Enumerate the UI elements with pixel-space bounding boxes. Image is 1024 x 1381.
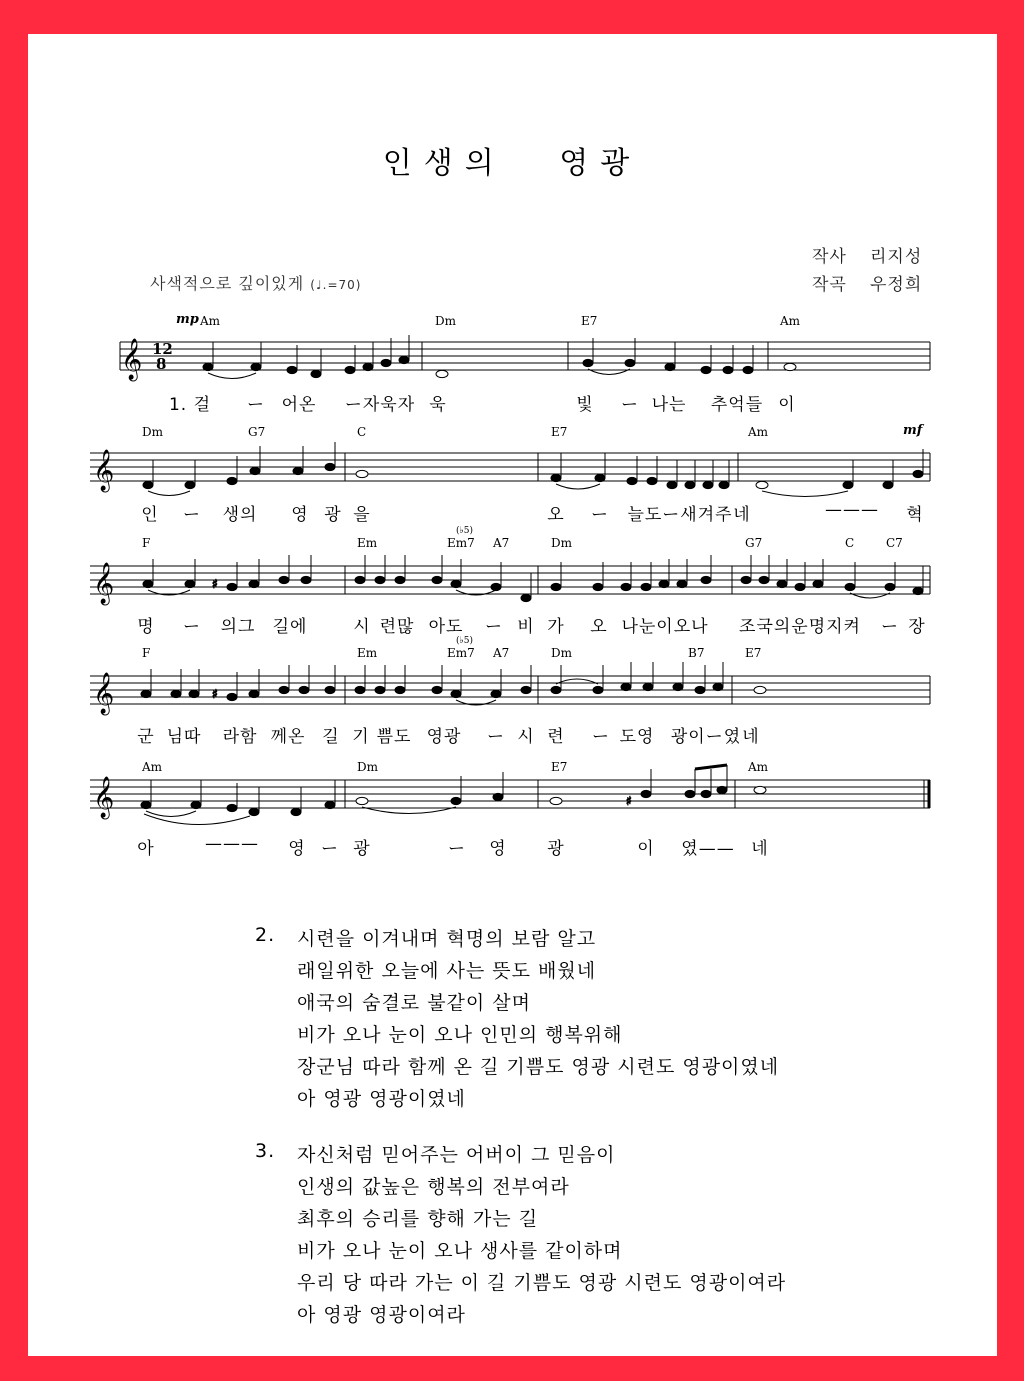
chord: Am [780, 314, 801, 328]
note-head [723, 366, 733, 373]
chord: B7 [688, 646, 705, 660]
chord: C7 [886, 536, 903, 550]
note-head [493, 793, 503, 800]
note-head [287, 366, 297, 373]
chord-alteration: (♭5) [456, 636, 473, 646]
note-head [356, 797, 368, 804]
note-head [701, 366, 711, 373]
note-head [293, 467, 303, 474]
note-head [345, 366, 355, 373]
note-head [451, 797, 461, 804]
lyric-syllable: 길 [322, 727, 340, 747]
note-head [301, 576, 311, 583]
note-head [521, 686, 531, 693]
lyric-syllable: 나눈이오나 [621, 617, 709, 637]
note-head [185, 481, 195, 488]
note-head [432, 686, 442, 693]
lyric-syllable: 영 [291, 505, 309, 525]
chord: E7 [581, 314, 598, 328]
lyric-syllable: ー [487, 727, 505, 747]
lyric-syllable: 군 [137, 727, 155, 747]
lyric-syllable: 시 [353, 617, 371, 637]
lyricist-name: 리지성 [870, 247, 923, 267]
lyric-syllable: 이 [778, 395, 796, 415]
lyric-syllable: 네 [733, 505, 751, 525]
note-head [551, 686, 561, 693]
lyric-syllable: 조국의운명지켜 [739, 617, 861, 637]
lyric-syllable: 길에 [272, 617, 308, 637]
note-head [291, 808, 301, 815]
note-head [665, 363, 675, 370]
note-head [521, 594, 531, 601]
lyric-syllable: 영광 [426, 727, 462, 747]
note-head [325, 463, 335, 470]
lyric-syllable: 1. 걸 [168, 395, 212, 415]
treble-clef-icon: 𝄞 [121, 339, 143, 380]
note-head [593, 583, 603, 590]
tie [208, 373, 256, 379]
composer-label: 작곡 [812, 275, 847, 295]
lyric-syllable: 광 [324, 505, 342, 525]
time-signature-bottom: 8 [156, 355, 167, 373]
lyric-syllable: ー [183, 617, 201, 637]
chord: Am [200, 314, 221, 328]
lyric-syllable: 기 [352, 727, 370, 747]
verse-line: 아 영광 영광이였네 [297, 1088, 466, 1110]
lyric-syllable: 아도 [428, 617, 464, 637]
note-head [355, 576, 365, 583]
lyric-syllable: 장 [908, 617, 926, 637]
note-head [491, 583, 501, 590]
treble-clef-icon: 𝄞 [93, 777, 115, 818]
note-head [141, 801, 151, 808]
chord: F [142, 536, 151, 550]
lyric-syllable: ー [621, 395, 639, 415]
note-head [399, 356, 409, 363]
treble-clef-icon: 𝄞 [93, 450, 115, 491]
note-head [813, 580, 823, 587]
note-head [203, 363, 213, 370]
note-head [583, 359, 593, 366]
lyric-syllable: ー [592, 727, 610, 747]
note-head [843, 481, 853, 488]
sharp-icon: ♯ [212, 577, 218, 591]
note-head [667, 481, 677, 488]
chord: G7 [745, 536, 763, 550]
chord: Dm [435, 314, 456, 328]
sharp-icon: ♯ [212, 687, 218, 701]
chord: Dm [142, 425, 163, 439]
verse-line: 아 영광 영광이여라 [297, 1304, 466, 1326]
lyric-syllable: ー [591, 505, 609, 525]
note-head [375, 576, 385, 583]
staff-system-3 [0, 526, 1024, 640]
note-head [595, 474, 605, 481]
note-head [713, 683, 723, 690]
note-head [436, 370, 448, 377]
lyric-syllable: 빛 [576, 395, 594, 415]
chord: E7 [551, 760, 568, 774]
chord: Dm [551, 536, 572, 550]
note-head [741, 576, 751, 583]
lyric-syllable: 오 [547, 505, 565, 525]
note-head [551, 583, 561, 590]
note-head [621, 683, 631, 690]
note-head [395, 576, 405, 583]
note-head [279, 576, 289, 583]
treble-clef-icon: 𝄞 [93, 673, 115, 714]
tempo-text: 사색적으로 깊이있게 [150, 274, 305, 293]
note-head [777, 580, 787, 587]
chord: E7 [551, 425, 568, 439]
tie [762, 491, 848, 497]
lyric-syllable: 광 [353, 839, 371, 859]
note-head [754, 686, 766, 693]
tempo-marking [150, 271, 361, 294]
lyric-syllable: 네 [751, 839, 769, 859]
note-head [677, 580, 687, 587]
chord: Dm [357, 760, 378, 774]
note-head [641, 583, 651, 590]
note-head [227, 583, 237, 590]
staff-system-4 [0, 636, 1024, 750]
note-head [759, 576, 769, 583]
note-head [375, 686, 385, 693]
staff-3-svg [0, 530, 1024, 610]
lyric-syllable: 네 [742, 727, 760, 747]
lyricist-label: 작사 [812, 247, 847, 267]
note-head [432, 576, 442, 583]
note-head [325, 686, 335, 693]
composer-name: 우정희 [870, 275, 923, 295]
note-head [227, 477, 237, 484]
chord: Am [142, 760, 163, 774]
note-head [249, 690, 259, 697]
note-head [250, 467, 260, 474]
note-head [685, 481, 695, 488]
lyric-syllable: 생의 [222, 505, 258, 525]
note-head [756, 481, 768, 488]
lyric-syllable: 님따 [166, 727, 202, 747]
beam [695, 765, 727, 769]
lyric-syllable: 련많 [379, 617, 415, 637]
chord: Dm [551, 646, 572, 660]
lyric-syllable: 오 [590, 617, 608, 637]
chord-alteration: (♭5) [456, 526, 473, 536]
lyric-syllable: 도영 [619, 727, 655, 747]
note-head [227, 693, 237, 700]
note-head [550, 797, 562, 804]
note-head [249, 808, 259, 815]
note-head [251, 363, 261, 370]
lyric-syllable: 라함 [222, 727, 258, 747]
note-head [451, 580, 461, 587]
note-head [703, 481, 713, 488]
note-head [885, 583, 895, 590]
note-head [643, 683, 653, 690]
staff-4-svg [0, 640, 1024, 720]
verse-line: 우리 당 따라 가는 이 길 기쁨도 영광 시련도 영광이여라 [297, 1272, 787, 1294]
tie [148, 491, 190, 496]
note-head [451, 690, 461, 697]
note-head [381, 359, 391, 366]
lyric-syllable: 욱 [429, 395, 447, 415]
lyric-syllable: ー [183, 505, 201, 525]
verse-line: 비가 오나 눈이 오나 인민의 행복위해 [297, 1024, 623, 1046]
tie [556, 484, 600, 489]
verse-line: 시련을 이겨내며 혁명의 보람 알고 [297, 928, 597, 950]
note-head [491, 690, 501, 697]
note-head [673, 683, 683, 690]
note-head [143, 580, 153, 587]
lyric-syllable: 께온 [270, 727, 306, 747]
lyric-syllable: 가 [547, 617, 565, 637]
lyric-syllable: 추억들 [710, 395, 764, 415]
verse-number: 2. [255, 924, 276, 946]
chord: Em [357, 646, 378, 660]
note-head [593, 686, 603, 693]
chord: A7 [493, 536, 510, 550]
note-head [754, 786, 766, 793]
verse-line: 애국의 숨결로 불같이 살며 [297, 992, 532, 1014]
tie [146, 811, 196, 817]
lyric-syllable: 비 [517, 617, 535, 637]
chord: A7 [493, 646, 510, 660]
note-head [143, 481, 153, 488]
sharp-icon: ♯ [626, 794, 632, 808]
note-head [743, 366, 753, 373]
note-head [171, 690, 181, 697]
metronome-mark: (♩.=70) [310, 278, 362, 292]
lyric-syllable: ー [448, 839, 466, 859]
note-head [717, 786, 727, 793]
staff-system-2 [0, 420, 1024, 530]
verse-line: 최후의 승리를 향해 가는 길 [297, 1208, 539, 1230]
note-head [647, 477, 657, 484]
chord: Em [357, 536, 378, 550]
verse-number: 3. [255, 1140, 276, 1162]
lyric-syllable: 광이ー였 [670, 727, 742, 747]
lyric-syllable: 혁 [906, 505, 924, 525]
chord: C [357, 425, 367, 439]
lyric-syllable: 늘도ー새겨주 [627, 505, 733, 525]
lyric-syllable: 광 [547, 839, 565, 859]
lyric-syllable: 이 [637, 839, 655, 859]
note-head [189, 690, 199, 697]
note-head [641, 790, 651, 797]
time-signature-top: 12 [152, 340, 173, 358]
lyric-syllable: 어온 [281, 395, 317, 415]
lyric-syllable: ー [247, 395, 265, 415]
lyric-syllable: 인 [141, 505, 159, 525]
staff-system-1 [0, 310, 1024, 420]
lyric-syllable: ー [485, 617, 503, 637]
song-title: 인생의 영광 [382, 146, 642, 181]
note-head [701, 790, 711, 797]
lyric-syllable: 영 [489, 839, 507, 859]
verse-line: 인생의 값높은 행복의 전부여라 [297, 1176, 570, 1198]
chord: C [845, 536, 855, 550]
note-head [227, 804, 237, 811]
verse-line: 비가 오나 눈이 오나 생사를 같이하며 [297, 1240, 623, 1262]
note-head [325, 801, 335, 808]
note-head [249, 580, 259, 587]
verse-line: 장군님 따라 함께 온 길 기쁨도 영광 시련도 영광이였네 [297, 1056, 780, 1078]
note-head [621, 583, 631, 590]
note-head [185, 580, 195, 587]
lyric-syllable: 의그 [220, 617, 256, 637]
lyric-syllable: 쁨도 [376, 727, 412, 747]
lyric-syllable: 였—— [681, 839, 735, 859]
lyric-syllable: 시 [517, 727, 535, 747]
chord: Am [748, 425, 769, 439]
dynamic-mp: mp [176, 312, 199, 327]
treble-clef-icon: 𝄞 [93, 563, 115, 604]
note-head [279, 686, 289, 693]
note-head [685, 790, 695, 797]
chord: Am [748, 760, 769, 774]
lyric-syllable: ー [881, 617, 899, 637]
note-head [784, 363, 796, 370]
note-head [883, 481, 893, 488]
lyric-syllable: ——— [825, 500, 879, 520]
note-head [395, 686, 405, 693]
verse-line: 자신처럼 믿어주는 어버이 그 믿음이 [297, 1144, 616, 1166]
staff-1-svg [0, 310, 1024, 390]
note-head [141, 690, 151, 697]
staff-system-5 [0, 750, 1024, 860]
note-head [913, 470, 923, 477]
note-head [311, 370, 321, 377]
note-head [299, 686, 309, 693]
note-head [913, 587, 923, 594]
lyric-syllable: 명 [137, 617, 155, 637]
note-head [701, 576, 711, 583]
note-head [356, 470, 368, 477]
lyric-syllable: ー [321, 839, 339, 859]
note-head [845, 583, 855, 590]
chord: F [142, 646, 151, 660]
note-head [719, 481, 729, 488]
note-head [355, 686, 365, 693]
note-head [627, 477, 637, 484]
lyric-syllable: 영 [288, 839, 306, 859]
lyric-syllable: 아 [137, 839, 155, 859]
note-head [695, 686, 705, 693]
verse-line: 래일위한 오늘에 사는 뜻도 배웠네 [297, 960, 597, 982]
note-head [551, 474, 561, 481]
lyric-syllable: ——— [205, 834, 259, 854]
chord: Em7 [447, 646, 475, 660]
note-head [659, 580, 669, 587]
lyric-syllable: 련 [547, 727, 565, 747]
chord: Em7 [447, 536, 475, 550]
note-head [795, 583, 805, 590]
note-head [191, 801, 201, 808]
dynamic-mf: mf [903, 423, 923, 438]
lyric-syllable: 을 [353, 505, 371, 525]
chord: E7 [745, 646, 762, 660]
note-head [363, 363, 373, 370]
chord: G7 [248, 425, 266, 439]
lyric-syllable: ー자욱자 [344, 395, 416, 415]
lyric-syllable: 나는 [651, 395, 687, 415]
note-head [625, 359, 635, 366]
